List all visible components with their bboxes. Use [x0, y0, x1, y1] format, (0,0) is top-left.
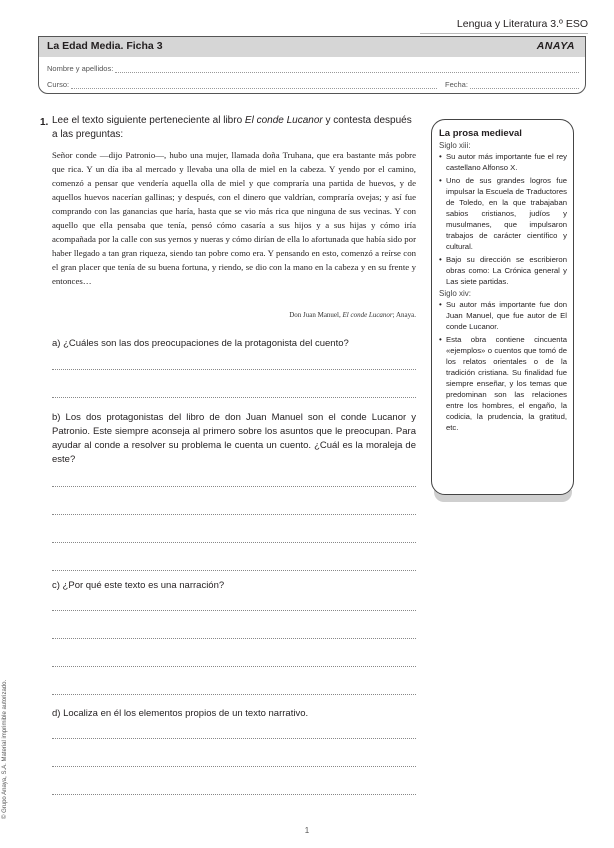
- exercise-number: 1.: [40, 117, 49, 128]
- anaya-logo: ANAYA: [536, 40, 575, 52]
- name-field[interactable]: [47, 64, 579, 73]
- answer-line[interactable]: [52, 765, 416, 767]
- source-book: El conde Lucanor: [342, 311, 393, 319]
- passage-source: [289, 311, 416, 319]
- course-field[interactable]: [47, 80, 437, 89]
- sidebar-prosa-medieval: [431, 119, 574, 495]
- answer-area-d[interactable]: [52, 737, 416, 821]
- name-line[interactable]: [115, 65, 579, 73]
- answer-line[interactable]: [52, 793, 416, 795]
- list-item: • Su autor más importante fue don Juan Manuel, que fue autor de El conde Lucanor.: [439, 299, 567, 332]
- page-number: 1: [304, 826, 310, 835]
- question-a: a) ¿Cuáles son las dos preocupaciones de la protagonista del cuento?: [52, 338, 349, 349]
- intro-book-title: El conde Lucanor: [244, 115, 323, 126]
- list-item: • Esta obra contiene cincuenta «ejemplos» o cuentos que tomó de los relatos orientales o de la tradición cristiana. Su finalidad fue siempre enseñar, y los temas que predominan son las relaciones entre los hombres, el engaño, la codicia, la prudencia, la gratitud, etc.: [439, 334, 567, 433]
- source-author: Don Juan Manuel,: [289, 311, 343, 319]
- header-bar: [39, 37, 585, 57]
- date-field[interactable]: [445, 80, 579, 89]
- answer-line[interactable]: [52, 665, 416, 667]
- answer-line[interactable]: [52, 513, 416, 515]
- exercise-intro: [52, 114, 420, 142]
- answer-line[interactable]: [52, 569, 416, 571]
- sidebar-title: La prosa medieval: [439, 128, 522, 139]
- question-c: c) ¿Por qué este texto es una narración?: [52, 580, 225, 591]
- list-item: • Su autor más importante fue el rey castellano Alfonso X.: [439, 151, 567, 173]
- list-item: • Bajo su dirección se escribieron obras como: La Crónica general y Las siete partidas.: [439, 254, 567, 287]
- answer-line[interactable]: [52, 541, 416, 543]
- intro-text-end: y contesta después a las preguntas:: [52, 115, 412, 140]
- century-14-list: [439, 299, 567, 433]
- answer-line[interactable]: [52, 737, 416, 739]
- date-line[interactable]: [470, 81, 579, 89]
- date-label: Fecha:: [445, 80, 468, 89]
- name-label: Nombre y apellidos:: [47, 64, 114, 73]
- century-13-list: [439, 151, 567, 287]
- answer-line[interactable]: [52, 485, 416, 487]
- subject-label: Lengua y Literatura 3.º ESO: [456, 18, 588, 30]
- answer-line[interactable]: [52, 637, 416, 639]
- century-14-label: Siglo xiv:: [439, 289, 472, 298]
- worksheet-header: [38, 36, 586, 94]
- answer-line[interactable]: [52, 368, 416, 370]
- century-13-label: Siglo xiii:: [439, 141, 471, 150]
- intro-text-start: Lee el texto siguiente perteneciente al libro: [52, 115, 245, 126]
- answer-area-c[interactable]: [52, 609, 416, 721]
- answer-line[interactable]: [52, 693, 416, 695]
- question-b: b) Los dos protagonistas del libro de don Juan Manuel son el conde Lucanor y Patronio. Este siempre aconseja al primero sobre los asuntos que le preocupan. Para ayudar al conde a resolver su problema le cuenta un cuento. ¿Cuál es la moraleja de este?: [52, 412, 416, 465]
- answer-line[interactable]: [52, 609, 416, 611]
- list-item: • Uno de sus grandes logros fue impulsar la Escuela de Traductores de Toledo, en la que trabajaban sabios cristianos, judíos y musulmanes, que impulsaron trabajos de carácter científico y cultural.: [439, 175, 567, 252]
- course-label: Curso:: [47, 80, 70, 89]
- copyright-notice: © Grupo Anaya, S.A. Material imprimible autorizado.: [2, 679, 8, 819]
- subject-divider: [420, 33, 588, 34]
- worksheet-title: La Edad Media. Ficha 3: [47, 40, 163, 52]
- reading-passage: Señor conde —dijo Patronio—, hubo una mujer, llamada doña Truhana, que era bastante más pobre que rica. Y un día iba al mercado y llevaba una olla de miel en la cabeza. Y yendo por el camino, comenzó a pensar que vendería aquella olla de miel y que compraría una partida de huevos, y de aquellos huevos nacerían gallinas; y después, con el dinero que valdrían, compraría ovejas; y así fue comprando con las ganancias que haría, hasta que se vio más rica que ninguna de sus vecinas. Y con aquello que ella pensaba que tenía, pensó cómo casaría a sus hijos y a sus hijas y cómo iría acompañada por la calle con sus yernos y nueras y cómo dirían de ella lo afortunada que había sido por haber llegado a tan gran riqueza, siendo tan pobre como era. Y pensando en esto, comenzó a reírse con el gran placer que tenía de su buena fortuna, y riendo, se dio con la mano en la cabeza y en su frente y entonces…: [52, 150, 416, 286]
- answer-line[interactable]: [52, 396, 416, 398]
- source-publisher: ; Anaya.: [392, 311, 416, 319]
- course-line[interactable]: [71, 81, 437, 89]
- question-d: d) Localiza en él los elementos propios de un texto narrativo.: [52, 708, 309, 719]
